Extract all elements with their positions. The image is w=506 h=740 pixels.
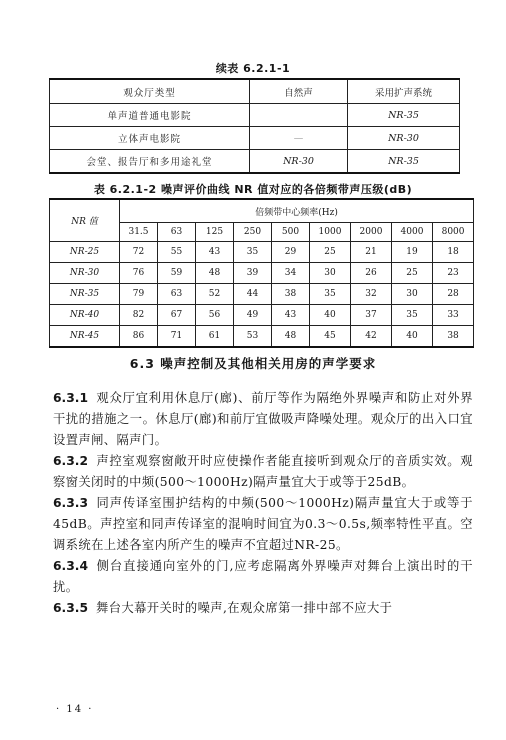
table-cell: 立体声电影院 [50, 127, 250, 150]
table-cell: 55 [158, 242, 196, 263]
table-row [50, 305, 474, 326]
table-cell: 23 [433, 263, 474, 284]
table-cell: 33 [433, 305, 474, 326]
table-cell: 25 [310, 242, 351, 263]
clause-number: 6.3.3 [53, 496, 89, 510]
frequency-header: 31.5 [120, 223, 158, 242]
frequency-header: 250 [234, 223, 272, 242]
table-cell: 29 [272, 242, 310, 263]
table-cell: 30 [392, 284, 433, 305]
table-cell: 39 [234, 263, 272, 284]
frequency-header: 500 [272, 223, 310, 242]
frequency-header: 63 [158, 223, 196, 242]
table-cell: 44 [234, 284, 272, 305]
frequency-header: 125 [196, 223, 234, 242]
clause-text: 声控室观察窗敞开时应使操作者能直接听到观众厅的音质实效。观察窗关闭时的中频(500～1000Hz)隔声量宜大于或等于25dB。 [53, 454, 473, 489]
row-label: NR-30 [50, 263, 120, 284]
clause-text: 侧台直接通向室外的门,应考虑隔离外界噪声对舞台上演出时的干扰。 [53, 559, 473, 594]
table-row [50, 150, 460, 174]
table-header-row [50, 79, 460, 104]
table-cell: 56 [196, 305, 234, 326]
table-cell: NR-30 [250, 150, 348, 174]
section-title: 6.3 噪声控制及其他相关用房的声学要求 [129, 356, 377, 371]
frequency-header: 2000 [351, 223, 392, 242]
table-cell: 42 [351, 326, 392, 348]
table-cell: 72 [120, 242, 158, 263]
table-cell: 43 [196, 242, 234, 263]
table-cell: 79 [120, 284, 158, 305]
clause-list [53, 388, 473, 619]
row-label: NR-25 [50, 242, 120, 263]
table-cell: 19 [392, 242, 433, 263]
clause-6-3-1 [53, 388, 473, 451]
table-header-row [50, 199, 474, 223]
clause-6-3-5 [53, 598, 473, 619]
frequency-header: 4000 [392, 223, 433, 242]
row-label: NR-40 [50, 305, 120, 326]
frequency-header: 1000 [310, 223, 351, 242]
clause-6-3-3 [53, 493, 473, 556]
table-cell: 48 [272, 326, 310, 348]
table-cell: 59 [158, 263, 196, 284]
table-cell: NR-35 [348, 150, 460, 174]
clause-number: 6.3.4 [53, 559, 89, 573]
table-row [50, 127, 460, 150]
table-row [50, 326, 474, 348]
table-cell: 48 [196, 263, 234, 284]
clause-text: 舞台大幕开关时的噪声,在观众席第一排中部不应大于 [96, 601, 393, 615]
table-cell: 38 [272, 284, 310, 305]
table-cell: 34 [272, 263, 310, 284]
table-cell: 21 [351, 242, 392, 263]
table-cell: 32 [351, 284, 392, 305]
table-cell: 67 [158, 305, 196, 326]
nr-octave-band-table [49, 198, 474, 348]
table-cell: 35 [310, 284, 351, 305]
table-cell: 38 [433, 326, 474, 348]
clause-text: 观众厅宜利用休息厅(廊)、前厅等作为隔绝外界噪声和防止对外界干扰的措施之一。休息厅(廊)和前厅宜做吸声降噪处理。观众厅的出入口宜设置声闸、隔声门。 [53, 391, 473, 447]
table-cell: 61 [196, 326, 234, 348]
table-cell: 45 [310, 326, 351, 348]
table-cell: 35 [392, 305, 433, 326]
table-cell: NR-30 [348, 127, 460, 150]
table-cell [250, 104, 348, 127]
header-amplified: 采用扩声系统 [348, 79, 460, 104]
table-cell: 37 [351, 305, 392, 326]
table-cell: 76 [120, 263, 158, 284]
header-frequency-group: 倍频带中心频率(Hz) [120, 199, 474, 223]
table-cell: 28 [433, 284, 474, 305]
table-cell: 71 [158, 326, 196, 348]
table-cell: 82 [120, 305, 158, 326]
clause-6-3-4 [53, 556, 473, 598]
table-cell: 40 [310, 305, 351, 326]
table-caption-6-2-1-2: 表 6.2.1-2 噪声评价曲线 NR 值对应的各倍频带声压级(dB) [93, 183, 413, 196]
table-cell: 86 [120, 326, 158, 348]
table-cell: 40 [392, 326, 433, 348]
table-cell: 63 [158, 284, 196, 305]
table-row [50, 242, 474, 263]
header-nr-value: NR 值 [50, 199, 120, 242]
table-cell: 53 [234, 326, 272, 348]
clause-number: 6.3.5 [53, 601, 89, 615]
table-caption-6-2-1-1: 续表 6.2.1-1 [215, 62, 291, 75]
frequency-header: 8000 [433, 223, 474, 242]
table-row [50, 284, 474, 305]
table-cell: 30 [310, 263, 351, 284]
clause-text: 同声传译室围护结构的中频(500～1000Hz)隔声量宜大于或等于45dB。声控室和同声传译室的混响时间宜为0.3～0.5s,频率特性平直。空调系统在上述各室内所产生的噪声不宜超过NR-25。 [53, 496, 473, 552]
page-number: · 14 · [56, 704, 94, 715]
table-row [50, 104, 460, 127]
row-label: NR-35 [50, 284, 120, 305]
table-row [50, 263, 474, 284]
table-cell: 25 [392, 263, 433, 284]
clause-6-3-2 [53, 451, 473, 493]
table-cell: 52 [196, 284, 234, 305]
row-label: NR-45 [50, 326, 120, 348]
clause-number: 6.3.1 [53, 391, 89, 405]
clause-number: 6.3.2 [53, 454, 89, 468]
hall-type-table [49, 78, 460, 174]
table-cell: — [250, 127, 348, 150]
header-natural-sound: 自然声 [250, 79, 348, 104]
table-cell: 会堂、报告厅和多用途礼堂 [50, 150, 250, 174]
table-cell: 26 [351, 263, 392, 284]
table-cell: NR-35 [348, 104, 460, 127]
table-cell: 单声道普通电影院 [50, 104, 250, 127]
table-cell: 43 [272, 305, 310, 326]
table-cell: 18 [433, 242, 474, 263]
table-cell: 49 [234, 305, 272, 326]
header-hall-type: 观众厅类型 [50, 79, 250, 104]
table-cell: 35 [234, 242, 272, 263]
